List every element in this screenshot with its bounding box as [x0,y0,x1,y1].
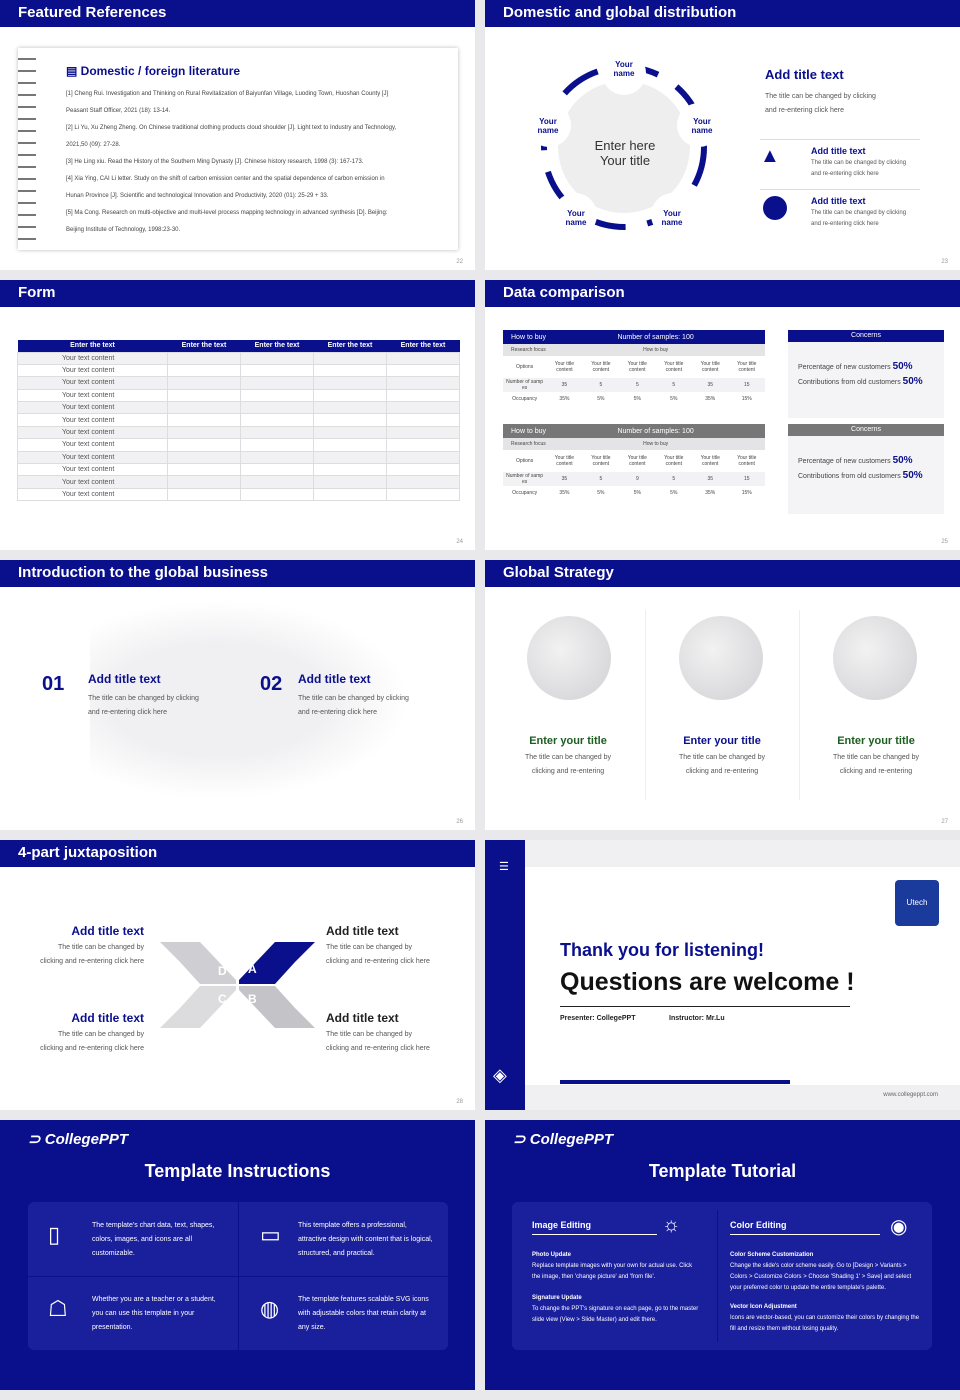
table-cell: Options [515,458,534,464]
table-cell: Your title content [591,455,611,467]
table-row [18,488,460,500]
table-row [18,414,460,426]
slide-juxtaposition[interactable] [0,840,475,1110]
table-cell: Your text content [18,426,168,438]
column-heading: Enter your title [529,735,607,747]
table-cell: Your title content [591,361,611,373]
tip-text: Change the slide's color scheme easily. Go to [Design > Variants > Colors > Customize Colors > Choose 'Shading 1' > Save] and select your preferred color to update the entire template's palette. [730,1263,912,1291]
quadrant-letter: C [218,992,227,1006]
table-cell [168,389,241,401]
table-cell: 5 [672,382,676,388]
table-header: Enter the text [181,342,227,350]
table-cell [387,426,460,438]
slide-title: Form [0,280,475,307]
table-cell [241,364,314,376]
table-cell [314,352,387,364]
quadrant-letter: B [248,992,257,1006]
center-text: Enter here [594,138,656,153]
page-number: 22 [456,259,463,265]
quadrant-letter: D [218,964,227,978]
table-row [18,364,460,376]
slide-title: Featured References [0,0,475,27]
node-label: Your name [565,209,587,227]
table-cell: Your text content [18,352,168,364]
table-cell: How to buy [643,441,669,447]
table-cell: 5% [670,490,678,496]
table-cell [168,488,241,500]
ref-line: [1] Cheng Rui. Investigation and Thinking on Rural Revitalization of Baiyunfan Village, Luoding Town, Huoshan County [J] [66,91,389,97]
desc: The title can be changed by [524,754,611,761]
tutorial-panel [512,1202,932,1350]
brand-logo [28,1130,128,1148]
number-label: 01 [42,673,65,695]
slide-global-business[interactable] [0,560,475,830]
table-cell: 35 [561,382,568,388]
table-cell [241,389,314,401]
desc: and re-entering click here [811,221,879,227]
ref-line: Beijing Institute of Technology, 1998:23-30. [66,227,181,233]
old-customers-label: Contributions from old customers [798,379,901,386]
desc: and re-entering click here [88,709,167,716]
table-cell: 5% [633,490,641,496]
table-cell: Number of samp es [506,473,544,485]
table-cell: Your text content [18,476,168,488]
table-cell: 35 [561,476,568,482]
pct-value: 50% [892,455,913,466]
brand-name: CollegePPT [44,1131,129,1148]
instruction-text: This template offers a professional, attractive design with content that is logical, structured, and practical. [298,1222,433,1257]
table-cell: 15% [741,490,752,496]
desc: and re-entering click here [811,171,879,177]
slide-global-strategy[interactable] [485,560,960,830]
table-cell: Research focus [511,441,546,447]
number-label: 02 [260,673,283,695]
table-cell [241,414,314,426]
table-cell: 5% [633,396,641,402]
china-map-icon: ▲ [760,145,780,167]
table-cell [314,364,387,376]
table-row [18,389,460,401]
table-cell: Your text content [18,364,168,376]
table-cell: 5% [670,396,678,402]
desc: clicking and re-entering [839,768,913,775]
table-cell: 9 [635,476,639,482]
thanks-title: Thank you for listening! [560,940,765,960]
ref-line: [3] He Ling xiu. Read the History of the Southern Ming Dynasty [J]. Chinese history research, 1998 (3): 167-173. [66,159,364,165]
table-cell [314,464,387,476]
table-cell: 5 [672,476,676,482]
page-number: 24 [456,539,463,545]
table-cell [168,352,241,364]
section-heading: Image Editing [532,1220,592,1230]
page-number: 26 [456,819,463,825]
university-logo: Utech [895,880,939,926]
desc: and re-entering click here [298,709,377,716]
table-cell: 35% [559,490,570,496]
table-header: How to buy [511,427,547,435]
table-row [18,426,460,438]
table-cell [387,389,460,401]
website-url[interactable]: www.collegeppt.com [883,1092,938,1098]
table-cell: Research focus [511,347,546,353]
table-cell [168,476,241,488]
table-cell [314,402,387,414]
presenter-label: Presenter: CollegePPT [560,1015,636,1022]
section-heading: Color Editing [730,1220,787,1230]
desc: The title can be changed by clicking [765,93,876,100]
instruction-text: The template features scalable SVG icons with adjustable colors that retain clarity at any size. [298,1296,429,1331]
table-cell: Number of samp es [506,379,544,391]
table-cell: 5 [635,382,639,388]
globe-icon [763,196,787,220]
lightbulb-icon: ☼ [662,1214,681,1236]
table-row [18,451,460,463]
desc: clicking and re-entering [531,768,605,775]
table-cell [168,364,241,376]
table-cell [241,377,314,389]
table-cell: Your text content [18,451,168,463]
table-cell [168,464,241,476]
tip-heading: Vector Icon Adjustment [730,1304,797,1310]
node-label: Your name [661,209,683,227]
section-heading: Add title text [765,67,844,82]
pct-value: 50% [892,361,913,372]
table-cell: Your text content [18,402,168,414]
old-customers-label: Contributions from old customers [798,473,901,480]
table-cell: 5% [597,396,605,402]
table-cell [387,414,460,426]
table-cell [314,488,387,500]
notebook-card [18,48,458,250]
center-text: Your title [599,153,651,168]
book-icon: ▤ [66,64,81,78]
instruction-text: The template's chart data, text, shapes, colors, images, and icons are all customizable. [92,1222,215,1257]
globe-icon [679,616,763,700]
table-cell: Occupancy [512,396,538,402]
table-cell: Your title content [627,455,647,467]
desc: The title can be changed by [57,944,144,951]
concerns-title: Concerns [788,330,944,342]
accent-bar [560,1080,790,1084]
desc: The title can be changed by [326,944,413,951]
table-cell [168,439,241,451]
slide-form[interactable] [0,280,475,550]
table-cell [314,377,387,389]
item-heading: Add title text [326,1011,399,1025]
table-cell [387,352,460,364]
slide-title: Data comparison [485,280,960,307]
brand-logo [513,1130,613,1148]
table-cell [387,377,460,389]
table-cell: Your title content [737,361,757,373]
questions-title: Questions are welcome ! [560,968,855,996]
table-header: Enter the text [327,342,373,350]
ref-line: [4] Xia Ying, CAI Li letter. Study on the shift of carbon emission center and the spatial dependence of carbon emission in [66,176,385,182]
desc: The title can be changed by [678,754,765,761]
ref-line: Peasant Staff Officer, 2021 (18): 13-14. [66,108,171,114]
tip-heading: Color Scheme Customization [730,1252,814,1258]
table-cell [168,426,241,438]
table-cell [241,476,314,488]
slide-title: Domestic and global distribution [485,0,960,27]
table-cell [387,476,460,488]
table-cell [387,364,460,376]
four-part-arrows [160,942,315,1028]
table-cell [387,439,460,451]
table-cell [168,377,241,389]
references-heading: Domestic / foreign literature [80,64,241,78]
table-cell: 5 [599,476,603,482]
table-cell: Your text content [18,389,168,401]
table-cell: 15 [743,476,750,482]
slide-references[interactable] [0,0,475,270]
globe-icon [833,616,917,700]
pct-value: 50% [902,376,923,387]
desc: and re-entering click here [765,107,844,114]
table-row [18,476,460,488]
table-cell: Your title content [554,361,575,373]
table-cell: Your text content [18,464,168,476]
pct-value: 50% [902,470,923,481]
instructions-panel [28,1202,448,1350]
comparison-table [503,424,765,500]
table-cell [241,488,314,500]
table-header: How to buy [511,333,547,341]
table-cell [387,451,460,463]
desc: The title can be changed by clicking [811,210,907,216]
layers-icon: ◈ [493,1065,507,1085]
table-cell [314,389,387,401]
table-cell [241,451,314,463]
comparison-table [503,330,765,406]
page-number: 23 [941,259,948,265]
new-customers-label: Percentage of new customers [798,458,891,465]
quadrant-letter: A [248,962,257,976]
table-row [18,377,460,389]
page-number: 28 [456,1099,463,1105]
new-customers-label: Percentage of new customers [798,364,891,371]
desc: The title can be changed by [832,754,919,761]
table-cell [241,426,314,438]
table-header: Number of samples: 100 [617,427,694,435]
table-cell: Your title content [627,361,647,373]
item-heading: Add title text [88,672,161,686]
table-cell: 35% [705,396,716,402]
desc: The title can be changed by [57,1031,144,1038]
item-heading: Add title text [71,924,144,938]
spiral-binding [18,52,36,247]
slide-distribution[interactable] [485,0,960,270]
table-cell: Your text content [18,377,168,389]
table-cell: 15 [743,382,750,388]
table-cell: Your title content [700,361,720,373]
table-cell: 35% [559,396,570,402]
table-cell: How to buy [643,347,669,353]
table-cell: 35 [707,476,714,482]
instructor-label: Instructor: Mr.Lu [669,1015,725,1022]
table-cell [241,402,314,414]
slide-title: Template Tutorial [648,1161,797,1181]
instruction-text: Whether you are a teacher or a student, you can use this template in your presentation. [92,1296,216,1331]
desc: clicking and re-entering click here [40,1045,144,1052]
table-cell: Your text content [18,488,168,500]
reference-list [66,86,451,239]
table-cell [387,402,460,414]
desc: clicking and re-entering click here [326,958,430,965]
desc: The title can be changed by clicking [811,160,907,166]
table-cell [168,451,241,463]
table-row [18,352,460,364]
table-cell: 15% [741,396,752,402]
slide-thanks[interactable] [485,840,960,1110]
concerns-box [788,330,944,418]
table-cell [387,464,460,476]
table-cell: Your title content [664,361,684,373]
table-cell [241,352,314,364]
ref-line: [2] Li Yu, Xu Zheng Zheng. On Chinese traditional clothing products cloud shoulder [J]. Light text to Industry and Technology, [66,125,397,131]
table-cell [314,426,387,438]
desc: The title can be changed by clicking [88,695,199,702]
sub-heading: Add title text [811,146,866,156]
concerns-title: Concerns [788,424,944,436]
layout-icon: ▭ [260,1222,281,1247]
desc: The title can be changed by [326,1031,413,1038]
table-header: Number of samples: 100 [617,333,694,341]
ref-line: [5] Ma Cong. Research on multi-objective and multi-level process mapping technology in advanced synthesis [D]. Beijing: [66,210,388,216]
brand-name: CollegePPT [529,1131,614,1148]
item-heading: Add title text [298,672,371,686]
sub-heading: Add title text [811,196,866,206]
table-cell [387,488,460,500]
table-cell [241,439,314,451]
page-number: 25 [941,539,948,545]
desc: clicking and re-entering click here [40,958,144,965]
table-cell [168,414,241,426]
table-header: Enter the text [400,342,446,350]
brand-icon: ⊃ [513,1131,530,1148]
table-cell: Occupancy [512,490,538,496]
desc: clicking and re-entering [685,768,759,775]
tip-text: To change the PPT's signature on each page, go to the master slide view (View > Slide Master) and edit there. [532,1306,699,1323]
desc: The title can be changed by clicking [298,695,409,702]
tip-text: Replace template images with your own for actual use. Click the image, then 'change picture' and 'from file'. [532,1263,693,1280]
slide-instructions[interactable] [0,1120,475,1390]
slide-data-comparison[interactable] [485,280,960,550]
page-number: 27 [941,819,948,825]
teacher-icon: ☖ [48,1296,68,1321]
table-cell: 35 [707,382,714,388]
column-heading: Enter your title [837,735,915,747]
table-cell: Your title content [700,455,720,467]
table-cell [168,402,241,414]
table-cell: Your text content [18,439,168,451]
chart-icon: ▯ [48,1222,61,1247]
menu-icon[interactable]: ☰ [499,861,509,873]
slide-title: Global Strategy [485,560,960,587]
column-heading: Enter your title [683,735,761,747]
item-heading: Add title text [326,924,399,938]
table-cell: 5% [597,490,605,496]
table-cell [241,464,314,476]
table-cell [314,451,387,463]
tip-text: Icons are vector-based, you can customize their colors by changing the fill and resize them without losing quality. [730,1315,920,1332]
form-table [17,340,460,501]
node-label: Your name [537,117,559,135]
table-cell [314,439,387,451]
slide-title: Introduction to the global business [0,560,475,587]
node-label: Your name [691,117,713,135]
table-cell: Your title content [664,455,684,467]
palette-icon: ◉ [890,1216,908,1238]
table-cell: Your title content [554,455,575,467]
table-header: Enter the text [254,342,300,350]
concerns-box [788,424,944,514]
tip-heading: Signature Update [532,1295,582,1301]
slide-title: 4-part juxtaposition [0,840,475,867]
table-cell: 5 [599,382,603,388]
basketball-icon: ◍ [260,1296,280,1321]
item-heading: Add title text [71,1011,144,1025]
tip-heading: Photo Update [532,1252,571,1258]
globe-icon [527,616,611,700]
desc: clicking and re-entering click here [326,1045,430,1052]
ref-line: 2021,50 (09): 27-28. [66,142,121,148]
slide-tutorial[interactable] [485,1120,960,1390]
table-cell: 35% [705,490,716,496]
slide-title: Template Instructions [144,1161,331,1181]
table-row [18,402,460,414]
brand-icon: ⊃ [28,1131,45,1148]
table-row [18,464,460,476]
table-cell: Your title content [737,455,757,467]
table-cell: Your text content [18,414,168,426]
node-label: Your name [613,60,635,78]
ref-line: Hunan Province [J]. Scientific and technological Innovation and Productivity, 2020 (01): 25-29 + 33. [66,193,329,199]
table-cell: Options [515,364,534,370]
table-row [18,439,460,451]
table-header: Enter the text [70,342,115,350]
table-cell [314,476,387,488]
table-cell [314,414,387,426]
